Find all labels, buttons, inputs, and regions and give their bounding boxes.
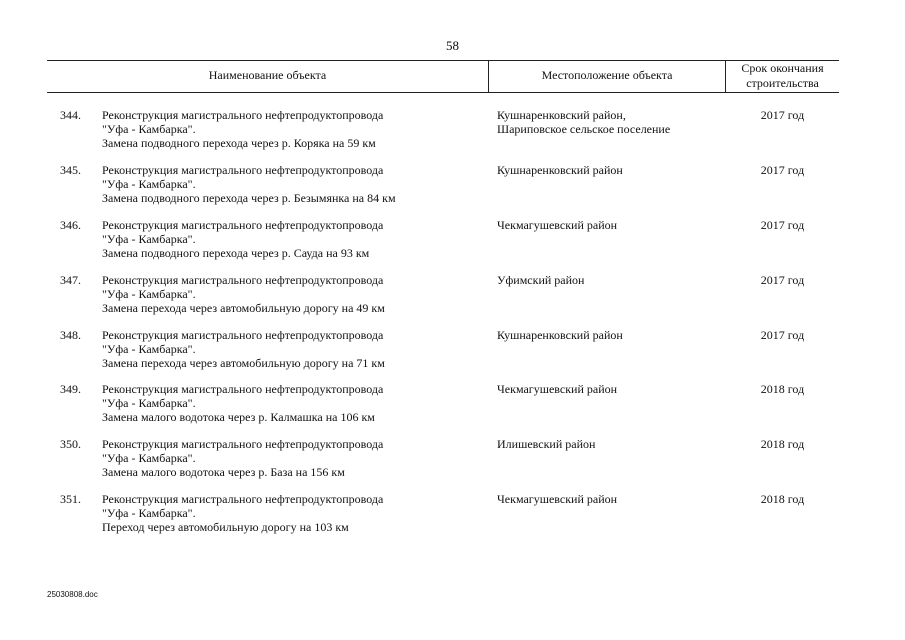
object-name-line: "Уфа - Камбарка". xyxy=(102,122,196,136)
object-location-line: Шариповское сельское поселение xyxy=(497,122,671,136)
object-name-line: "Уфа - Камбарка". xyxy=(102,231,196,246)
object-location xyxy=(497,382,722,396)
column-header-deadline-line1: Срок окончания xyxy=(741,61,824,75)
object-name-line: Реконструкция магистрального нефтепродуктопровода xyxy=(102,382,384,397)
object-name-line: Замена перехода через автомобильную дорогу на 71 км xyxy=(102,355,385,370)
object-name-line: Реконструкция магистрального нефтепродуктопровода xyxy=(102,492,384,507)
object-location xyxy=(497,437,722,451)
table-row xyxy=(0,492,905,547)
object-location xyxy=(497,492,722,506)
table-row xyxy=(0,273,905,328)
object-location-line: Илишевский район xyxy=(497,437,596,452)
object-name-line: Реконструкция магистрального нефтепродуктопровода xyxy=(102,272,384,287)
object-name-line: Реконструкция магистрального нефтепродуктопровода xyxy=(102,217,384,232)
object-name-line: "Уфа - Камбарка". xyxy=(102,506,196,521)
table-header-top-rule xyxy=(47,60,839,61)
completion-year: 2017 год xyxy=(760,108,805,122)
object-name xyxy=(102,273,482,315)
object-name-line: Реконструкция магистрального нефтепродуктопровода xyxy=(102,437,384,452)
column-header-location: Местоположение объекта xyxy=(541,68,673,82)
object-name-line: Замена подводного перехода через р. Безымянка на 84 км xyxy=(102,190,396,205)
object-name-line: Реконструкция магистрального нефтепродуктопровода xyxy=(102,108,384,122)
object-location-line: Чекмагушевский район xyxy=(497,492,618,507)
column-header-name: Наименование объекта xyxy=(208,68,327,82)
object-name xyxy=(102,382,482,424)
object-location xyxy=(497,328,722,342)
object-name-line: "Уфа - Камбарка". xyxy=(102,286,196,301)
table-row xyxy=(0,328,905,383)
row-number: 349. xyxy=(60,382,81,397)
table-header-bottom-rule xyxy=(47,92,839,93)
row-number: 348. xyxy=(60,327,81,342)
column-header-deadline-line2: строительства xyxy=(746,76,819,90)
object-name xyxy=(102,492,482,534)
object-location-line: Чекмагушевский район xyxy=(497,382,618,397)
object-location xyxy=(497,108,722,136)
table-row xyxy=(0,218,905,273)
object-location xyxy=(497,163,722,177)
row-number: 347. xyxy=(60,272,81,287)
object-name xyxy=(102,328,482,370)
completion-year: 2017 год xyxy=(760,272,805,287)
object-name-line: Замена подводного перехода через р. Сауда на 93 км xyxy=(102,245,370,260)
object-name-line: "Уфа - Камбарка". xyxy=(102,176,196,191)
object-name xyxy=(102,163,482,205)
object-location-line: Кушнаренковский район xyxy=(497,327,623,342)
page-number: 58 xyxy=(446,38,459,53)
row-number: 351. xyxy=(60,492,81,507)
object-name-line: Замена перехода через автомобильную дорогу на 49 км xyxy=(102,300,385,315)
column-header-deadline xyxy=(726,61,839,91)
object-name-line: Замена малого водотока через р. База на 156 км xyxy=(102,465,345,480)
object-name xyxy=(102,437,482,479)
table-body xyxy=(0,108,905,547)
row-number: 350. xyxy=(60,437,81,452)
table-row xyxy=(0,382,905,437)
table-row xyxy=(0,163,905,218)
completion-year: 2017 год xyxy=(760,162,805,177)
object-name xyxy=(102,108,482,150)
object-location xyxy=(497,218,722,232)
object-name-line: Реконструкция магистрального нефтепродуктопровода xyxy=(102,162,384,177)
object-location-line: Кушнаренковский район xyxy=(497,162,623,177)
document-code: 25030808.doc xyxy=(47,590,98,599)
table-row xyxy=(0,108,905,163)
row-number: 346. xyxy=(60,217,81,232)
object-name xyxy=(102,218,482,260)
object-name-line: Замена малого водотока через р. Калмашка на 106 км xyxy=(102,410,375,425)
completion-year: 2018 год xyxy=(760,492,805,507)
object-name-line: Замена подводного перехода через р. Коряка на 59 км xyxy=(102,136,376,150)
completion-year: 2018 год xyxy=(760,382,805,397)
object-name-line: Переход через автомобильную дорогу на 103 км xyxy=(102,520,349,535)
row-number: 344. xyxy=(60,108,81,122)
object-name-line: Реконструкция магистрального нефтепродуктопровода xyxy=(102,327,384,342)
object-location xyxy=(497,273,722,287)
object-location-line: Уфимский район xyxy=(497,272,585,287)
completion-year: 2017 год xyxy=(760,217,805,232)
table-row xyxy=(0,437,905,492)
object-name-line: "Уфа - Камбарка". xyxy=(102,341,196,356)
row-number: 345. xyxy=(60,162,81,177)
object-name-line: "Уфа - Камбарка". xyxy=(102,396,196,411)
object-name-line: "Уфа - Камбарка". xyxy=(102,451,196,466)
object-location-line: Кушнаренковский район, xyxy=(497,108,626,122)
completion-year: 2018 год xyxy=(760,437,805,452)
object-location-line: Чекмагушевский район xyxy=(497,217,618,232)
completion-year: 2017 год xyxy=(760,327,805,342)
